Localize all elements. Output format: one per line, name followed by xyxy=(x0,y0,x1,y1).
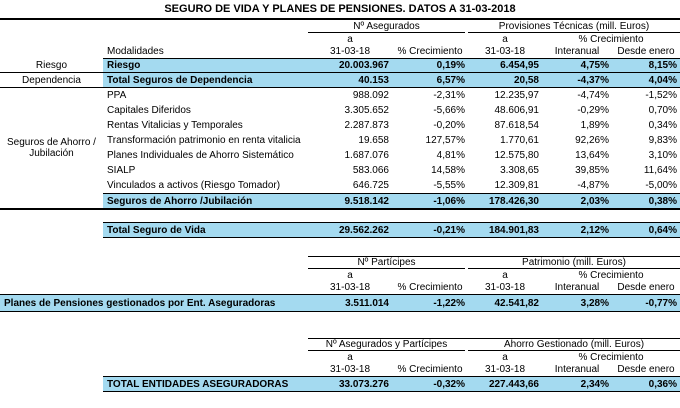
spacer xyxy=(0,222,103,238)
row-label: Rentas Vitalicias y Temporales xyxy=(107,120,243,131)
data-cell: -1,52% xyxy=(645,90,677,101)
data-cell: 1,89% xyxy=(580,120,609,131)
row-cells xyxy=(103,103,680,118)
data-cell: 6,57% xyxy=(436,74,465,86)
row-label: Transformación patrimonio en renta vitalicia xyxy=(107,135,301,146)
data-cell: 178.426,30 xyxy=(488,195,539,207)
spacer xyxy=(0,312,680,338)
subheader-row-a xyxy=(0,351,680,363)
col-header-fecha-ahorro: 31-03-18 xyxy=(484,364,526,375)
subheader-row-a xyxy=(0,269,680,281)
data-cell: 14,58% xyxy=(431,165,465,176)
column-header-row xyxy=(0,363,680,376)
col-header-fecha-patrimonio: 31-03-18 xyxy=(484,282,526,293)
subheader-row-a xyxy=(0,33,680,45)
row-cells xyxy=(103,73,680,88)
spacer xyxy=(392,33,468,45)
col-header-fecha-asegurados: 31-03-18 xyxy=(329,364,371,375)
row-label: Capitales Diferidos xyxy=(107,105,191,116)
group-header-wrap xyxy=(308,256,680,269)
spacer xyxy=(0,338,308,351)
row-cells xyxy=(103,118,680,133)
row-label: Planes Individuales de Ahorro Sistemático xyxy=(107,150,294,161)
a-label: a xyxy=(502,269,508,281)
row-cells xyxy=(103,193,680,208)
row-label: Total Seguro de Vida xyxy=(107,224,206,236)
a-label: a xyxy=(347,33,353,45)
col-header-fecha-asegurados: 31-03-18 xyxy=(329,46,371,57)
col-header-modalidades: Modalidades xyxy=(107,46,164,57)
data-cell: 227.443,66 xyxy=(488,378,539,390)
row-label: TOTAL ENTIDADES ASEGURADORAS xyxy=(107,378,289,390)
data-cell: 3.305.652 xyxy=(344,105,389,116)
data-cell: 8,15% xyxy=(648,60,677,71)
spacer xyxy=(0,210,680,222)
row-cells xyxy=(103,376,680,392)
side-label-riesgo: Riesgo xyxy=(0,58,103,73)
col-header-fecha-provisiones: 31-03-18 xyxy=(484,46,526,57)
data-cell: 12.309,81 xyxy=(494,180,539,191)
data-cell: 12.235,97 xyxy=(494,90,539,101)
data-cell: 11,64% xyxy=(643,165,677,176)
col-header-desde-enero: Desde enero xyxy=(617,46,675,57)
spacer xyxy=(392,269,468,281)
spacer xyxy=(0,351,308,363)
data-cell: 2,34% xyxy=(580,378,609,390)
data-cell: 9,83% xyxy=(648,135,677,146)
data-cell: 0,64% xyxy=(648,224,677,236)
data-cell: 4,04% xyxy=(648,74,677,86)
data-cell: 1.687.076 xyxy=(344,150,389,161)
data-cell: 184.901,83 xyxy=(488,224,539,236)
row-label: SIALP xyxy=(107,165,136,176)
row-label: Vinculados a activos (Riesgo Tomador) xyxy=(107,180,281,191)
row-cells xyxy=(103,58,680,73)
data-cell: 2,03% xyxy=(580,195,609,207)
data-cell: 4,81% xyxy=(436,150,465,161)
col-group-asegurados-participes: Nº Asegurados y Partícipes xyxy=(308,339,465,351)
data-cell: 0,19% xyxy=(436,60,465,71)
data-cell: -0,29% xyxy=(577,105,609,116)
data-cell: 2.287.873 xyxy=(344,120,389,131)
data-cell: 127,57% xyxy=(425,135,465,146)
data-cell: 48.606,91 xyxy=(494,105,539,116)
a-label: a xyxy=(502,351,508,363)
a-label: a xyxy=(347,351,353,363)
data-cell: 20,58 xyxy=(513,74,539,86)
spacer xyxy=(0,281,308,294)
spacer xyxy=(0,363,308,376)
table-row-planes-pensiones xyxy=(0,294,680,312)
spacer xyxy=(0,20,308,33)
data-cell: 29.562.262 xyxy=(338,224,389,236)
col-group-provisiones: Provisiones Técnicas (mill. Euros) xyxy=(468,20,680,33)
table-total-entidades xyxy=(0,338,680,392)
data-cell: -0,32% xyxy=(433,378,465,390)
data-cell: 42.541,82 xyxy=(494,297,539,309)
data-cell: -2,31% xyxy=(433,90,465,101)
data-cell: 19.658 xyxy=(358,135,389,146)
col-group-ahorro-gestionado: Ahorro Gestionado (mill. Euros) xyxy=(468,339,680,351)
col-header-interanual: Interanual xyxy=(554,364,600,375)
spacer xyxy=(0,376,103,392)
col-header-interanual: Interanual xyxy=(554,46,600,57)
growth-group-label: % Crecimiento xyxy=(578,351,644,363)
data-cell: -4,74% xyxy=(577,90,609,101)
data-cell: 3,10% xyxy=(648,150,677,161)
data-cell: -0,21% xyxy=(433,224,465,236)
side-group-label-ahorro: Seguros de Ahorro / Jubilación xyxy=(7,137,96,159)
data-cell: 0,34% xyxy=(648,120,677,131)
col-header-crecimiento: % Crecimiento xyxy=(397,364,463,375)
data-cell: -1,06% xyxy=(433,195,465,207)
data-cell: -0,77% xyxy=(645,297,677,309)
data-cell: 33.073.276 xyxy=(338,378,389,390)
table-planes-de-pensiones xyxy=(0,256,680,312)
group-header-wrap xyxy=(308,20,680,33)
table-seguro-de-vida xyxy=(0,20,680,210)
row-cells xyxy=(103,148,680,163)
spacer xyxy=(392,351,468,363)
col-header-fecha-participes: 31-03-18 xyxy=(329,282,371,293)
spacer xyxy=(0,256,308,269)
data-cell: 3,28% xyxy=(580,297,609,309)
data-cell: 12.575,80 xyxy=(494,150,539,161)
data-cell: -4,87% xyxy=(577,180,609,191)
data-cell: -5,55% xyxy=(433,180,465,191)
data-cell: -5,66% xyxy=(433,105,465,116)
row-cells xyxy=(103,133,680,148)
data-cell: 988.092 xyxy=(352,90,389,101)
row-label: Riesgo xyxy=(107,60,141,71)
data-cell: 1.770,61 xyxy=(500,135,539,146)
data-cell: 0,38% xyxy=(648,195,677,207)
data-cell: -0,20% xyxy=(433,120,465,131)
table-row-total-seguro-vida xyxy=(0,222,680,238)
column-header-row xyxy=(0,45,680,58)
a-label: a xyxy=(502,33,508,45)
data-cell: -5,00% xyxy=(645,180,677,191)
a-label: a xyxy=(347,269,353,281)
data-cell: -1,22% xyxy=(433,297,465,309)
group-header-row xyxy=(0,256,680,269)
table-row-riesgo xyxy=(0,58,680,73)
data-cell: 646.725 xyxy=(352,180,389,191)
column-header-row xyxy=(0,281,680,294)
data-cell: 3.511.014 xyxy=(345,297,389,309)
data-cell: 13,64% xyxy=(575,150,609,161)
group-header-row xyxy=(0,20,680,33)
col-header-desde-enero: Desde enero xyxy=(617,282,675,293)
data-cell: -4,37% xyxy=(577,74,609,86)
block-bottom-divider xyxy=(0,208,680,210)
data-cell: 6.454,95 xyxy=(500,60,539,71)
spacer xyxy=(0,45,103,58)
data-cell: 9.518.142 xyxy=(344,195,389,207)
row-label: Planes de Pensiones gestionados por Ent. Aseguradoras xyxy=(4,297,276,309)
col-header-interanual: Interanual xyxy=(554,282,600,293)
data-cell: 87.618,54 xyxy=(494,120,539,131)
data-cell: 92,26% xyxy=(575,135,609,146)
spacer xyxy=(0,33,308,45)
row-cells xyxy=(103,88,680,103)
data-cell: 2,12% xyxy=(580,224,609,236)
page-title: SEGURO DE VIDA Y PLANES DE PENSIONES. DATOS A 31-03-2018 xyxy=(164,3,516,15)
data-cell: 4,75% xyxy=(580,60,609,71)
col-group-asegurados: Nº Asegurados xyxy=(308,20,465,33)
col-header-desde-enero: Desde enero xyxy=(617,364,675,375)
side-label-dependencia: Dependencia xyxy=(0,73,103,88)
group-header-row xyxy=(0,338,680,351)
data-cell: 20.003.967 xyxy=(338,60,389,71)
growth-group-label: % Crecimiento xyxy=(578,269,644,281)
data-cell: 583.066 xyxy=(352,165,389,176)
table-row-total-entidades xyxy=(0,376,680,392)
data-cell: 3.308,65 xyxy=(500,165,539,176)
row-label: Total Seguros de Dependencia xyxy=(107,74,253,86)
data-cell: 39,85% xyxy=(575,165,609,176)
row-cells xyxy=(103,178,680,193)
col-group-patrimonio: Patrimonio (mill. Euros) xyxy=(468,257,680,269)
col-group-participes: Nº Partícipes xyxy=(308,257,465,269)
row-cells xyxy=(103,222,680,238)
growth-group-label: % Crecimiento xyxy=(578,33,644,45)
data-cell: 0,36% xyxy=(648,378,677,390)
spacer xyxy=(0,269,308,281)
row-cells xyxy=(103,163,680,178)
table-row-dependencia xyxy=(0,73,680,88)
row-label: Seguros de Ahorro /Jubilación xyxy=(107,195,253,207)
col-header-crecimiento: % Crecimiento xyxy=(397,282,463,293)
data-cell: 40.153 xyxy=(358,74,389,86)
col-header-crecimiento: % Crecimiento xyxy=(397,46,463,57)
spacer xyxy=(0,238,680,256)
data-cell: 0,70% xyxy=(648,105,677,116)
group-header-wrap xyxy=(308,338,680,351)
row-label: PPA xyxy=(107,90,127,101)
